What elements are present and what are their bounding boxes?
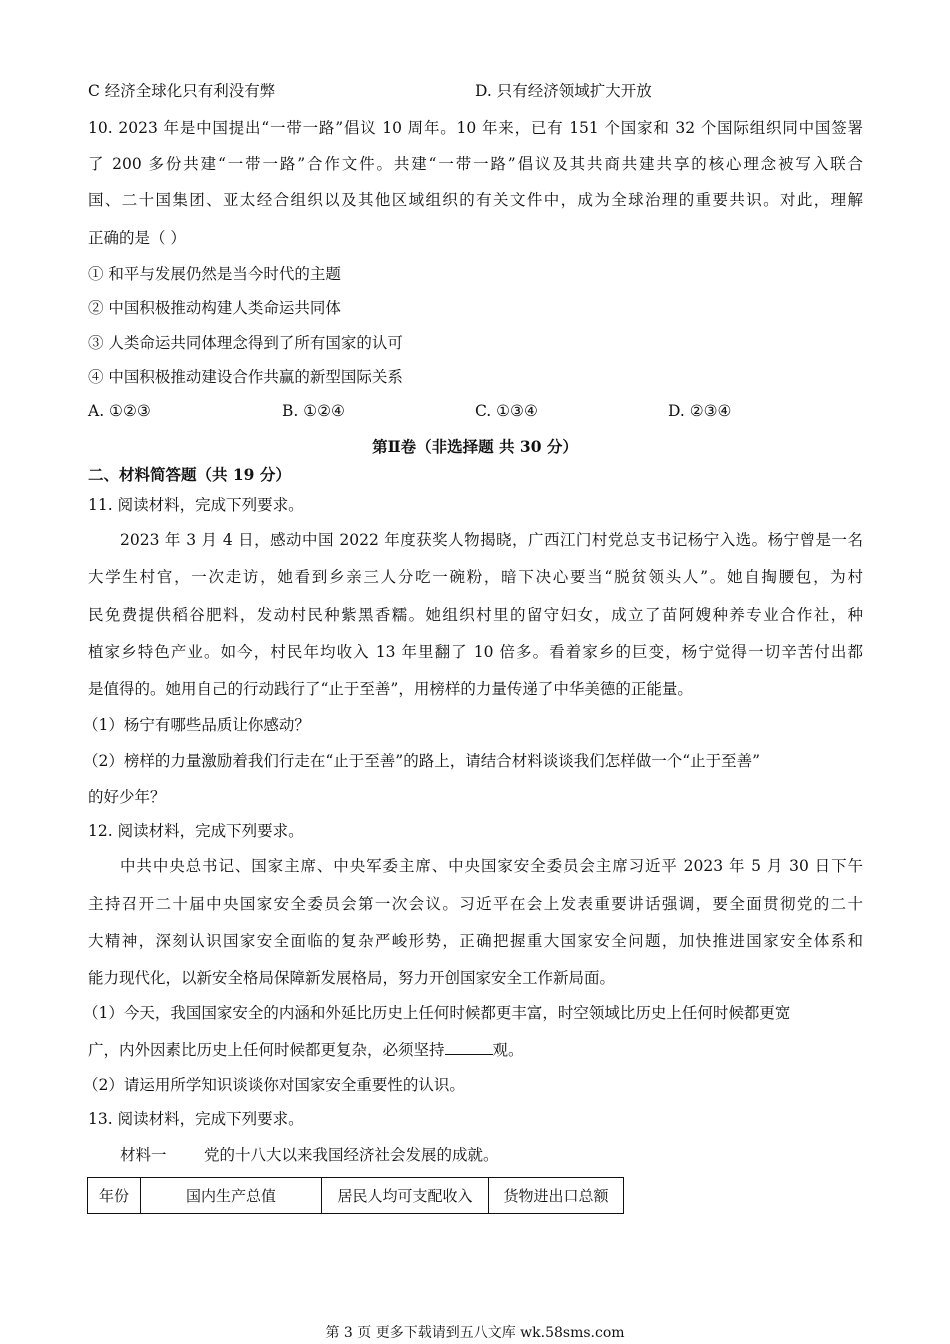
q13-data-table [87, 1177, 624, 1214]
q12-subquestion-1-line-1: （1）今天，我国国家安全的内涵和外延比历史上任何时候都更丰富，时空领域比历史上任何时候都更宽 [83, 1004, 791, 1022]
q12-sub1-text: 广，内外因素比历史上任何时候都更复杂，必须坚持 [88, 1041, 445, 1059]
q11-material-line-4: 植家乡特色产业。如今，村民年均收入 13 年里翻了 10 倍多。看着家乡的巨变，杨宁觉得一切辛苦付出都 [88, 643, 863, 661]
q12-material-line-2: 主持召开二十届中央国家安全委员会第一次会议。习近平在会上发表重要讲话强调，要全面贯彻党的二十 [88, 895, 863, 913]
q11-subquestion-1: （1）杨宁有哪些品质让你感动？ [83, 716, 310, 734]
q12-subquestion-2: （2）请运用所学知识谈谈你对国家安全重要性的认识。 [83, 1076, 465, 1094]
q13-material-text: 党的十八大以来我国经济社会发展的成就。 [204, 1146, 499, 1164]
table-header-cell: 货物进出口总额 [489, 1178, 624, 1214]
q10-option-b: B. ①②④ [282, 402, 345, 420]
q12-material-line-1: 中共中央总书记、国家主席、中央军委主席、中央国家安全委员会主席习近平 2023 年 5 月 30 日下午 [120, 857, 863, 875]
q10-stem-line-3: 国、二十国集团、亚太经合组织以及其他区域组织的有关文件中，成为全球治理的重要共识。对此，理解 [88, 191, 863, 209]
page-footer: 第 3 页 更多下载请到五八文库 wk.58sms.com [325, 1325, 625, 1341]
q10-stem-line-4: 正确的是（ ） [88, 229, 186, 247]
q10-statement-2: ② 中国积极推动构建人类命运共同体 [88, 299, 341, 317]
part2-title: 第Ⅱ卷（非选择题 共 30 分） [372, 437, 578, 456]
q10-stem-line-2: 了 200 多份共建“一带一路”合作文件。共建“一带一路”倡议及其共商共建共享的核心理念被写入联合 [88, 155, 863, 173]
q11-subquestion-2-line-2: 的好少年？ [88, 788, 166, 806]
q10-option-c: C. ①③④ [475, 402, 538, 420]
q11-stem: 11. 阅读材料，完成下列要求。 [88, 496, 304, 514]
q12-subquestion-1-line-2 [88, 1039, 524, 1061]
q11-subquestion-2-line-1: （2）榜样的力量激励着我们行走在“止于至善”的路上，请结合材料谈谈我们怎样做一个“止于至善” [83, 752, 761, 770]
q10-stem-line-1: 10. 2023 年是中国提出“一带一路”倡议 10 周年。10 年来，已有 151 个国家和 32 个国际组织同中国签署 [88, 119, 863, 137]
table-header-cell: 居民人均可支配收入 [322, 1178, 489, 1214]
q12-sub1-suffix: 观。 [492, 1041, 524, 1059]
q13-stem: 13. 阅读材料，完成下列要求。 [88, 1110, 304, 1128]
q13-material-label: 材料一 [120, 1146, 167, 1164]
q9-option-c: C 经济全球化只有利没有弊 [88, 82, 276, 100]
q10-option-d: D. ②③④ [668, 402, 732, 420]
q12-material-line-3: 大精神，深刻认识国家安全面临的复杂严峻形势，正确把握重大国家安全问题，加快推进国家安全体系和 [88, 932, 863, 950]
q10-statement-1: ① 和平与发展仍然是当今时代的主题 [88, 265, 341, 283]
q11-material-line-1: 2023 年 3 月 4 日，感动中国 2022 年度获奖人物揭晓，广西江门村党总支书记杨宁入选。杨宁曾是一名 [120, 531, 863, 549]
table-header-row [88, 1178, 624, 1214]
q11-material-line-2: 大学生村官，一次走访，她看到乡亲三人分吃一碗粉，暗下决心要当“脱贫领头人”。她自掏腰包，为村 [88, 568, 863, 586]
q11-material-line-3: 民免费提供稻谷肥料，发动村民种紫黑香糯。她组织村里的留守妇女，成立了苗阿嫂种养专业合作社，种 [88, 606, 863, 624]
q12-stem: 12. 阅读材料，完成下列要求。 [88, 822, 304, 840]
answer-blank [445, 1040, 493, 1055]
q11-material-line-5: 是值得的。她用自己的行动践行了“止于至善”，用榜样的力量传递了中华美德的正能量。 [88, 680, 693, 698]
q10-statement-4: ④ 中国积极推动建设合作共赢的新型国际关系 [88, 368, 403, 386]
table-header-cell: 年份 [88, 1178, 141, 1214]
q10-statement-3: ③ 人类命运共同体理念得到了所有国家的认可 [88, 334, 403, 352]
q12-material-line-4: 能力现代化，以新安全格局保障新发展格局，努力开创国家安全工作新局面。 [88, 969, 616, 987]
table-header-cell: 国内生产总值 [141, 1178, 322, 1214]
q9-option-d: D. 只有经济领域扩大开放 [475, 82, 652, 100]
q10-option-a: A. ①②③ [88, 402, 151, 420]
section-heading: 二、材料简答题（共 19 分） [88, 465, 291, 484]
